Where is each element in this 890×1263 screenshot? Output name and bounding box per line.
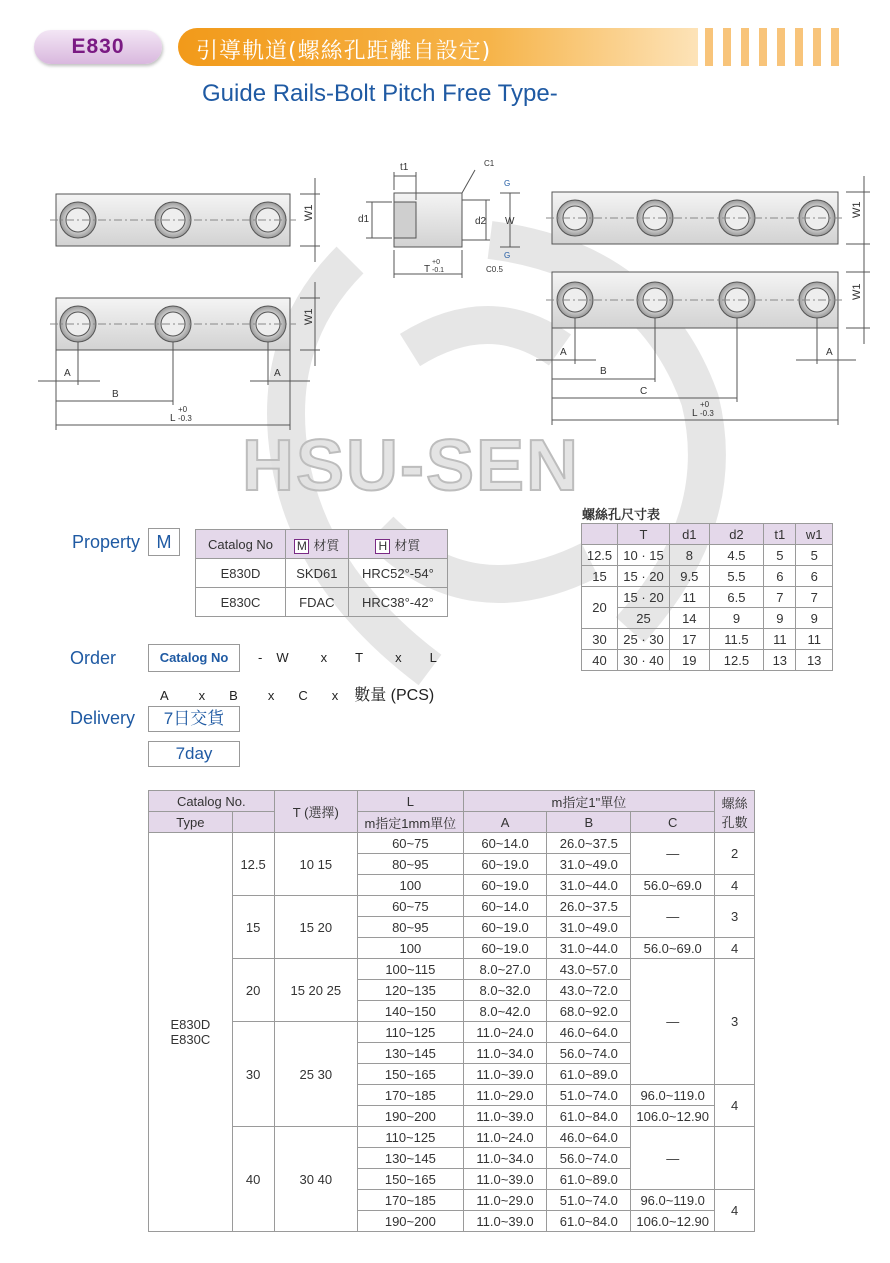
table-row xyxy=(149,959,755,980)
svg-text:W1: W1 xyxy=(303,204,315,221)
svg-text:-0.3: -0.3 xyxy=(700,409,714,418)
table-row xyxy=(149,1127,755,1148)
table-cell: 6 xyxy=(796,566,833,587)
delivery-cn-box: 7日交貨 xyxy=(148,706,240,732)
table-cell: 56.0~69.0 xyxy=(631,938,715,959)
title-bar xyxy=(178,28,698,66)
table-cell: 68.0~92.0 xyxy=(547,1001,631,1022)
table-row xyxy=(582,566,833,587)
table-cell: 9 xyxy=(709,608,764,629)
table-cell: 4 xyxy=(715,938,755,959)
col-m: m指定1"單位 xyxy=(463,791,715,812)
svg-text:G: G xyxy=(504,179,511,188)
table-cell: t1 xyxy=(764,524,796,545)
table-cell: 15 · 20 xyxy=(618,587,670,608)
property-table xyxy=(195,529,448,617)
table-cell: 96.0~119.0 xyxy=(631,1085,715,1106)
col-holes: 螺絲孔數 xyxy=(715,791,755,833)
col-l: L xyxy=(358,791,464,812)
col-l-sub: m指定1mm單位 xyxy=(358,812,464,833)
table-cell: 9 xyxy=(796,608,833,629)
svg-text:T: T xyxy=(424,264,431,275)
svg-text:W1: W1 xyxy=(851,201,863,218)
table-cell: 60~14.0 xyxy=(463,896,547,917)
table-cell: 170~185 xyxy=(358,1190,464,1211)
table-cell: 190~200 xyxy=(358,1211,464,1232)
table-cell: 11 xyxy=(764,629,796,650)
table-cell: d1 xyxy=(670,524,710,545)
table-cell: 19 xyxy=(670,650,710,671)
table-cell: 6 xyxy=(764,566,796,587)
table-cell: 15 · 20 xyxy=(618,566,670,587)
table-cell: 4.5 xyxy=(709,545,764,566)
table-cell: 12.5 xyxy=(232,833,274,896)
table-cell: 60~75 xyxy=(358,896,464,917)
table-cell: 30 40 xyxy=(274,1127,358,1232)
decorative-stripes xyxy=(705,28,839,66)
table-cell: 60~19.0 xyxy=(463,875,547,896)
table-cell: 12.5 xyxy=(709,650,764,671)
table-cell: 61.0~89.0 xyxy=(547,1064,631,1085)
table-cell: — xyxy=(631,896,715,938)
svg-text:-0.1: -0.1 xyxy=(432,267,445,274)
table-cell: 9 xyxy=(764,608,796,629)
table-cell: 11.0~29.0 xyxy=(463,1085,547,1106)
table-cell: C xyxy=(631,812,715,833)
table-cell: A xyxy=(463,812,547,833)
table-cell: 3 xyxy=(715,896,755,938)
svg-text:A: A xyxy=(826,347,833,358)
table-cell: 10 15 xyxy=(274,833,358,896)
svg-text:+0: +0 xyxy=(432,259,440,266)
table-cell: 130~145 xyxy=(358,1043,464,1064)
table-row xyxy=(149,896,755,917)
table-cell: — xyxy=(631,959,715,1085)
table-row xyxy=(149,812,755,833)
table-cell: 40 xyxy=(582,650,618,671)
col-type: Type xyxy=(149,812,233,833)
svg-text:+0: +0 xyxy=(178,405,188,414)
table-cell: 9.5 xyxy=(670,566,710,587)
table-cell: 100~115 xyxy=(358,959,464,980)
table-cell: 106.0~12.90 xyxy=(631,1211,715,1232)
table-cell: — xyxy=(631,833,715,875)
table-cell: 11 xyxy=(670,587,710,608)
table-cell: 3 xyxy=(715,959,755,1085)
table-cell: 140~150 xyxy=(358,1001,464,1022)
table-cell: 43.0~72.0 xyxy=(547,980,631,1001)
table-row xyxy=(582,608,833,629)
svg-text:d2: d2 xyxy=(475,216,487,227)
table-cell: 11.0~24.0 xyxy=(463,1127,547,1148)
table-cell: d2 xyxy=(709,524,764,545)
svg-text:+0: +0 xyxy=(700,400,710,409)
table-cell: 25 xyxy=(618,608,670,629)
table-cell: 15 20 xyxy=(274,896,358,959)
table-cell: — xyxy=(631,1127,715,1190)
table-cell: 10 · 15 xyxy=(618,545,670,566)
table-cell xyxy=(582,524,618,545)
catalog-code-badge: E830 xyxy=(34,30,162,64)
table-cell: 60~14.0 xyxy=(463,833,547,854)
table-cell xyxy=(715,1127,755,1190)
table-cell: w1 xyxy=(796,524,833,545)
table-cell: 4 xyxy=(715,875,755,896)
svg-text:-0.3: -0.3 xyxy=(178,414,192,423)
svg-text:W: W xyxy=(505,216,515,227)
table-cell: 8 xyxy=(670,545,710,566)
table-cell: HRC52°-54° xyxy=(348,559,447,588)
table-cell: 46.0~64.0 xyxy=(547,1127,631,1148)
order-label: Order xyxy=(70,648,117,668)
table-cell: FDAC xyxy=(286,588,349,617)
table-cell: 56.0~74.0 xyxy=(547,1148,631,1169)
table-cell: 46.0~64.0 xyxy=(547,1022,631,1043)
table-cell: 11.0~39.0 xyxy=(463,1064,547,1085)
svg-text:t1: t1 xyxy=(400,162,409,173)
table-cell: 80~95 xyxy=(358,917,464,938)
table-cell: 60~19.0 xyxy=(463,917,547,938)
table-row xyxy=(196,530,448,559)
table-cell: 100 xyxy=(358,938,464,959)
table-row xyxy=(582,650,833,671)
table-cell: 7 xyxy=(796,587,833,608)
table-cell: SKD61 xyxy=(286,559,349,588)
table-cell: 11.0~29.0 xyxy=(463,1190,547,1211)
table-cell: 61.0~84.0 xyxy=(547,1211,631,1232)
table-cell: 56.0~74.0 xyxy=(547,1043,631,1064)
table-cell: 110~125 xyxy=(358,1127,464,1148)
table-cell: 30 xyxy=(232,1022,274,1127)
svg-text:A: A xyxy=(560,347,567,358)
table-cell: 12.5 xyxy=(582,545,618,566)
table-cell: 56.0~69.0 xyxy=(631,875,715,896)
table-cell: 11.0~24.0 xyxy=(463,1022,547,1043)
table-cell: 51.0~74.0 xyxy=(547,1085,631,1106)
catalog-cell: E830D E830C xyxy=(149,833,233,1232)
table-cell xyxy=(232,812,274,833)
table-cell: 26.0~37.5 xyxy=(547,833,631,854)
table-cell: 17 xyxy=(670,629,710,650)
table-cell: 20 xyxy=(232,959,274,1022)
table-cell: 11.0~34.0 xyxy=(463,1043,547,1064)
table-cell: 80~95 xyxy=(358,854,464,875)
table-cell: 5 xyxy=(796,545,833,566)
table-row xyxy=(149,791,755,812)
svg-text:A: A xyxy=(64,368,71,379)
table-cell: 150~165 xyxy=(358,1169,464,1190)
svg-text:W1: W1 xyxy=(851,283,863,300)
table-cell: 8.0~32.0 xyxy=(463,980,547,1001)
table-cell: 11.0~34.0 xyxy=(463,1148,547,1169)
table-cell: 8.0~27.0 xyxy=(463,959,547,980)
svg-text:A: A xyxy=(274,368,281,379)
table-cell: E830D xyxy=(196,559,286,588)
svg-text:W1: W1 xyxy=(303,308,315,325)
table-cell: 110~125 xyxy=(358,1022,464,1043)
property-label: Property xyxy=(72,532,141,552)
table-cell: 60~19.0 xyxy=(463,854,547,875)
table-cell: 31.0~49.0 xyxy=(547,917,631,938)
order-formula-line1: - W x T x L xyxy=(258,650,437,665)
table-cell: 15 xyxy=(582,566,618,587)
table-cell: 11.0~39.0 xyxy=(463,1106,547,1127)
col-catalog-no: Catalog No. xyxy=(149,791,275,812)
table-cell: 31.0~44.0 xyxy=(547,875,631,896)
table-cell: 11.0~39.0 xyxy=(463,1211,547,1232)
svg-text:C: C xyxy=(640,386,648,397)
table-cell: 20 xyxy=(582,587,618,629)
table-cell: 100 xyxy=(358,875,464,896)
table-cell: 2 xyxy=(715,833,755,875)
table-cell: T xyxy=(618,524,670,545)
table-cell: 4 xyxy=(715,1190,755,1232)
table-cell: 15 xyxy=(232,896,274,959)
table-cell: 31.0~49.0 xyxy=(547,854,631,875)
table-cell: 43.0~57.0 xyxy=(547,959,631,980)
table-cell: 11.5 xyxy=(709,629,764,650)
table-cell: 13 xyxy=(796,650,833,671)
table-cell: 5 xyxy=(764,545,796,566)
table-cell: B xyxy=(547,812,631,833)
svg-text:L: L xyxy=(170,413,176,424)
table-cell: 6.5 xyxy=(709,587,764,608)
delivery-label: Delivery xyxy=(70,708,136,728)
table-row xyxy=(582,587,833,608)
technical-drawing xyxy=(0,150,890,450)
watermark-text: HSU-SEN xyxy=(242,426,581,506)
table-cell: 150~165 xyxy=(358,1064,464,1085)
table-cell: 8.0~42.0 xyxy=(463,1001,547,1022)
bolt-table-title: 螺絲孔尺寸表 xyxy=(582,507,661,522)
table-cell: 26.0~37.5 xyxy=(547,896,631,917)
svg-text:B: B xyxy=(600,366,607,377)
table-row xyxy=(196,559,448,588)
table-cell: 13 xyxy=(764,650,796,671)
table-cell: 30 · 40 xyxy=(618,650,670,671)
table-cell: 31.0~44.0 xyxy=(547,938,631,959)
page-title-en: Guide Rails-Bolt Pitch Free Type- xyxy=(202,80,558,107)
property-box: M xyxy=(148,528,180,556)
table-cell: 170~185 xyxy=(358,1085,464,1106)
table-cell: 11.0~39.0 xyxy=(463,1169,547,1190)
table-cell: 130~145 xyxy=(358,1148,464,1169)
svg-text:d1: d1 xyxy=(358,214,370,225)
table-cell: E830C xyxy=(196,588,286,617)
table-cell: 61.0~89.0 xyxy=(547,1169,631,1190)
svg-text:C1: C1 xyxy=(484,159,495,168)
table-cell: 15 20 25 xyxy=(274,959,358,1022)
table-cell: 61.0~84.0 xyxy=(547,1106,631,1127)
col-t: T (選擇) xyxy=(274,791,358,833)
svg-text:B: B xyxy=(112,389,119,400)
page-title-cn: 引導軌道(螺絲孔距離自設定) xyxy=(196,39,492,64)
table-cell: HRC38°-42° xyxy=(348,588,447,617)
table-cell: 25 · 30 xyxy=(618,629,670,650)
table-cell: 60~75 xyxy=(358,833,464,854)
table-cell: 11 xyxy=(796,629,833,650)
table-row xyxy=(582,524,833,545)
table-cell: 25 30 xyxy=(274,1022,358,1127)
table-cell: 4 xyxy=(715,1085,755,1127)
table-row xyxy=(196,588,448,617)
table-cell: 40 xyxy=(232,1127,274,1232)
table-cell: 14 xyxy=(670,608,710,629)
svg-text:C0.5: C0.5 xyxy=(486,265,503,274)
bolt-size-table xyxy=(581,523,833,671)
table-row xyxy=(582,629,833,650)
table-row xyxy=(149,833,755,854)
col-material: M 材質 xyxy=(286,530,349,559)
col-hardness: H 材質 xyxy=(348,530,447,559)
table-cell: 60~19.0 xyxy=(463,938,547,959)
table-cell: 5.5 xyxy=(709,566,764,587)
table-cell: 30 xyxy=(582,629,618,650)
svg-text:G: G xyxy=(504,251,511,260)
table-cell: 120~135 xyxy=(358,980,464,1001)
table-cell: 96.0~119.0 xyxy=(631,1190,715,1211)
order-formula-line2: A x B x C x 數量 (PCS) xyxy=(160,687,435,704)
order-catalog-box: Catalog No xyxy=(148,644,240,672)
table-row xyxy=(582,545,833,566)
delivery-en-box: 7day xyxy=(148,741,240,767)
main-spec-table xyxy=(148,790,755,1232)
table-cell: 7 xyxy=(764,587,796,608)
col-catalog-no: Catalog No xyxy=(196,530,286,559)
table-cell: 190~200 xyxy=(358,1106,464,1127)
table-cell: 51.0~74.0 xyxy=(547,1190,631,1211)
table-cell: 106.0~12.90 xyxy=(631,1106,715,1127)
svg-text:L: L xyxy=(692,408,698,419)
